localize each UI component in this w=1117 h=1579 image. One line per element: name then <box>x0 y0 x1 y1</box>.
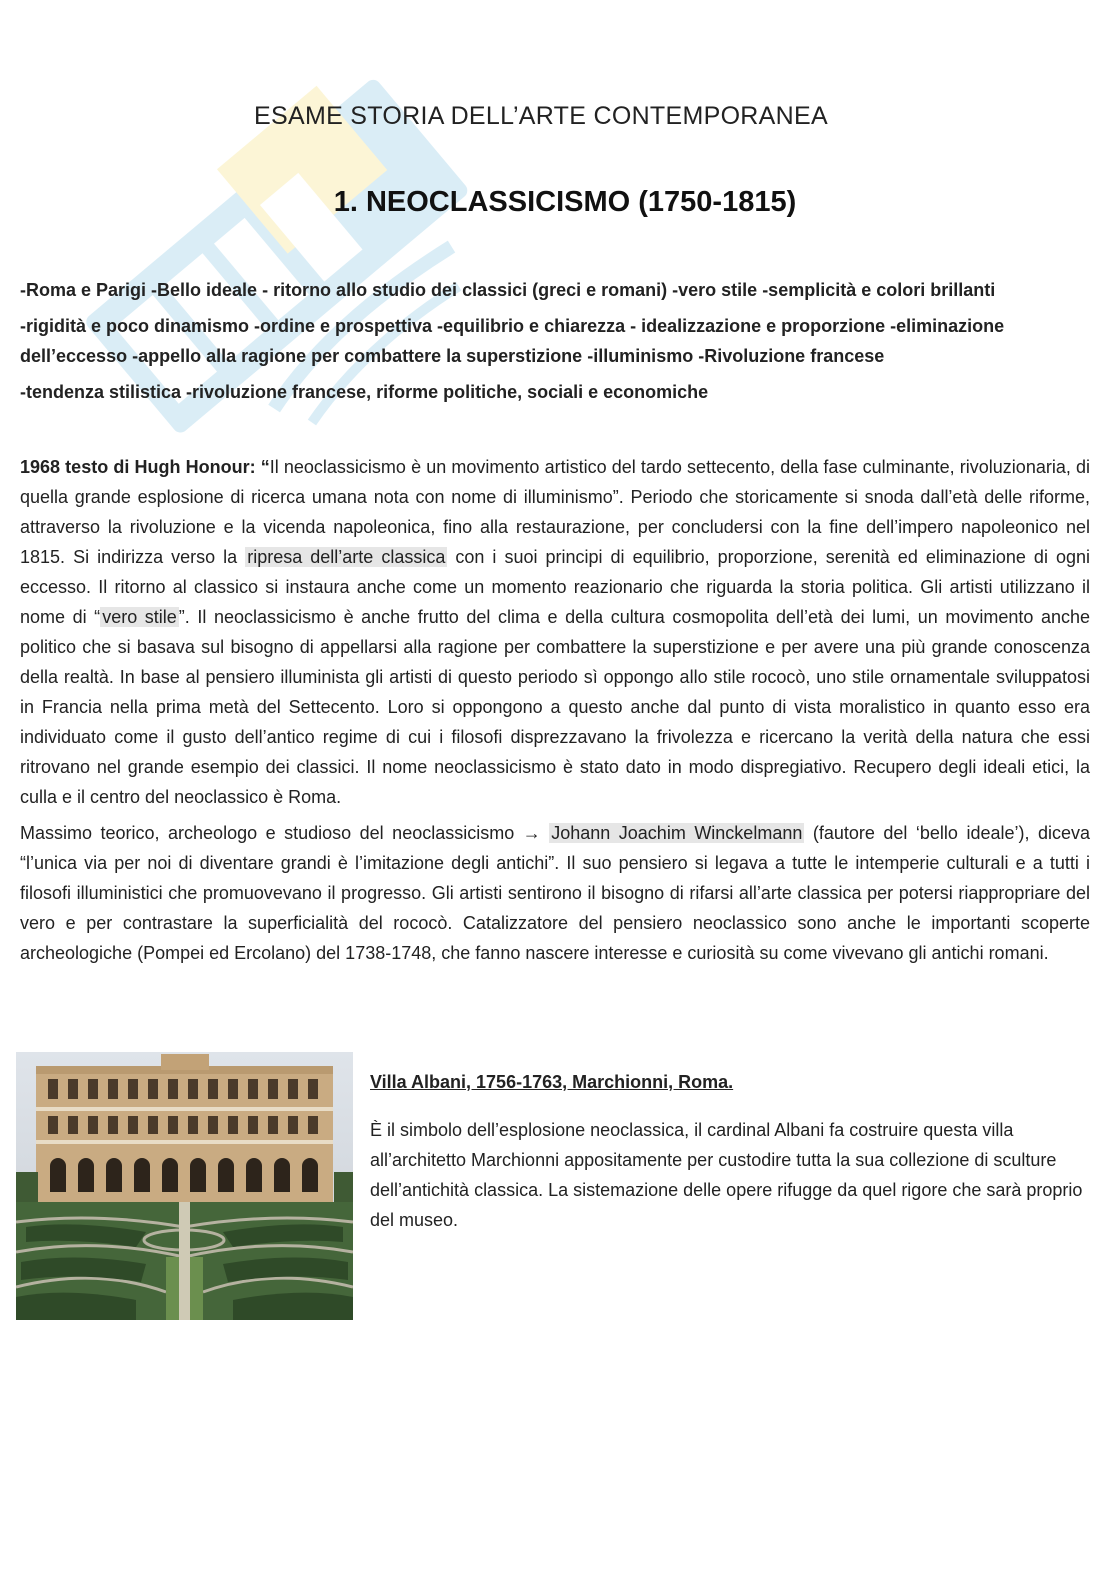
villa-caption <box>370 1067 1090 1235</box>
keywords-block <box>20 275 1092 413</box>
keyword-line: -tendenza stilistica -rivoluzione francese, riforme politiche, sociali e economiche <box>20 382 709 402</box>
highlight-vero-stile: vero stile <box>102 607 177 627</box>
paragraph-text: ”. Il neoclassicismo è anche frutto del clima e della cultura cosmopolita dell’età dei lumi, un movimento anche politico che si basava sul bisogno di appellarsi alla ragione per combattere la superstizione e per avere una più grande conoscenza della realtà. In base al pensiero illuminista gli artisti di questo periodo sì oppongo allo stile rococò, uno stile ornamentale sviluppatosi in Francia nella prima metà del Settecento. Loro si oppongono a questo anche dal punto di vista moralistico in quanto esso era individuato come il gusto dell’antico regime di cui i filosofi disprezzavano la frivolezza e ricercano la verità della natura che essi ritrovano nel grande esempio dei classici. Il nome neoclassicismo è stato dato in modo dispregiativo. Recupero degli ideali etici, la culla e il centro del neoclassico è Roma. <box>20 607 1090 807</box>
paragraph-lead: 1968 testo di Hugh Honour: “ <box>20 457 270 477</box>
keyword-line: -Roma e Parigi -Bello ideale - ritorno allo studio dei classici (greci e romani) -vero stile -semplicità e colori brillanti <box>20 280 996 300</box>
villa-title: Villa Albani, 1756-1763, Marchionni, Roma. <box>370 1072 734 1092</box>
body-text <box>20 452 1090 974</box>
paragraph-text: Il neoclassicismo è un movimento artistico del tardo settecento, della fase culminante, rivoluzionaria, di quella grande esplosione di ricerca umana nota con nome di illuminismo”. Periodo che storicamente si snoda dall’età delle riforme, attraverso la rivoluzione e la vicenda napoleonica, fino alla restaurazione, per concludersi con la fine dell’impero napoleonico nel 1815. Si indirizza verso la <box>20 457 1090 567</box>
document-title: ESAME STORIA DELL’ARTE CONTEMPORANEA <box>254 102 828 130</box>
highlight-winckelmann: Johann Joachim Winckelmann <box>551 823 803 843</box>
keyword-line: -rigidità e poco dinamismo -ordine e prospettiva -equilibrio e chiarezza - idealizzazione e proporzione -eliminazione dell’eccesso -appello alla ragione per combattere la superstizione -illuminismo -Rivoluzione francese <box>20 316 1005 366</box>
villa-description: È il simbolo dell’esplosione neoclassica, il cardinal Albani fa costruire questa villa all’architetto Marchionni appositamente per custodire tutta la sua collezione di sculture dell’antichità classica. La sistemazione delle opere rifugge da quel rigore che sarà proprio del museo. <box>370 1120 1083 1230</box>
highlight-ripresa: ripresa dell’arte classica <box>247 547 446 567</box>
paragraph-text: con i suoi principi di equilibrio, proporzione, serenità ed eliminazione di ogni eccesso. Il ritorno al classico si instaura anche come un momento reazionario che riguarda la storia politica. Gli artisti utilizzano il nome di “ <box>20 547 1090 627</box>
section-title: 1. NEOCLASSICISMO (1750-1815) <box>333 186 797 218</box>
villa-albani-image <box>16 1052 353 1320</box>
paragraph-text: Massimo teorico, archeologo e studioso del neoclassicismo → <box>20 823 550 843</box>
paragraph-winckelmann <box>20 818 1090 968</box>
paragraph-text: (fautore del ‘bello ideale’), diceva “l’unica via per noi di diventare grandi è l’imitazione degli antichi”. Il suo pensiero si legava a tutte le intemperie culturali e a tutti i filosofi illuministici che promuovevano il progresso. Gli artisti sentirono il bisogno di rifarsi all’arte classica per potersi riappropriare del vero e per contrastare la superficialità del rococò. Catalizzatore del pensiero neoclassico sono anche le importanti scoperte archeologiche (Pompei ed Ercolano) del 1738-1748, che fanno nascere interesse e curiosità su come vivevano gli antichi romani. <box>20 823 1091 963</box>
paragraph-honour <box>20 452 1090 812</box>
